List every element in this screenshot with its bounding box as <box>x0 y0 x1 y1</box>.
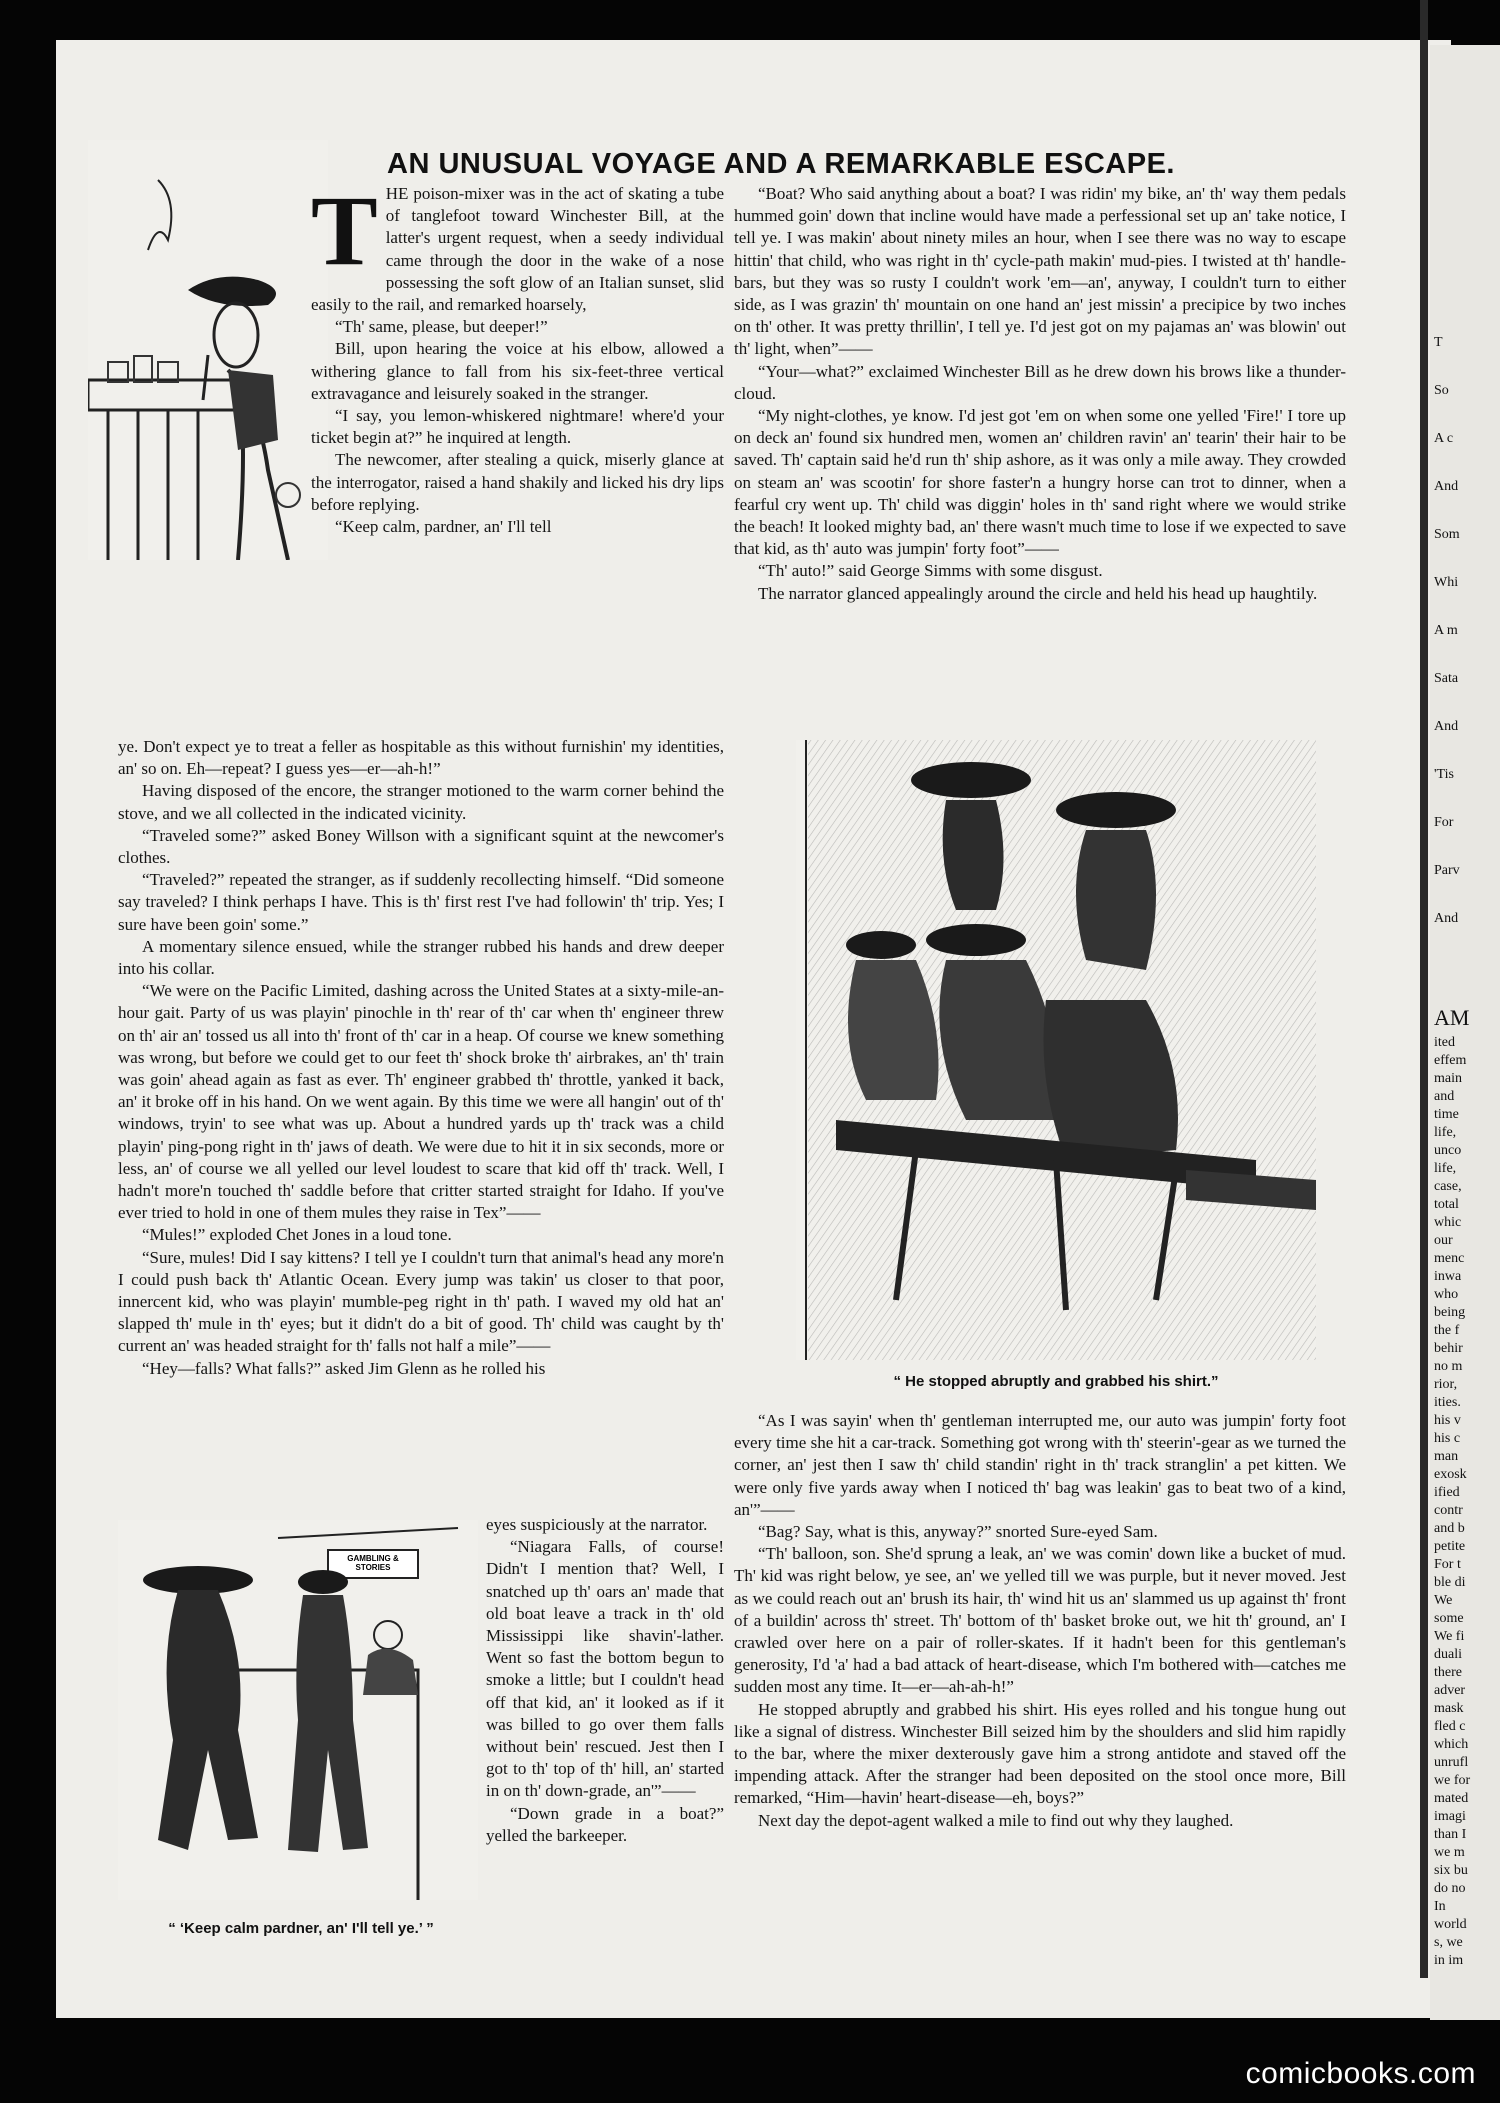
next-page-fragment: imagi <box>1434 1809 1466 1824</box>
page-spine <box>1420 0 1428 1978</box>
next-page-fragment: inwa <box>1434 1269 1462 1284</box>
paragraph: “Keep calm, pardner, an' I'll tell <box>335 517 552 537</box>
smoking-man-drawing <box>88 140 328 560</box>
paragraph: “Niagara Falls, of course! Didn't I mention that? Well, I snatched up th' oars an' made that old boat leave a track in th' old Mississippi like shavin'-lather. Went so fast the bottom begun to smoke a little; but I couldn't head off that kid, an' it looked as if it was billed to go over them falls without bein' rescued. Jest then I got to th' top of th' hill, an' started in on th' down-grade, an'”—— <box>486 1537 724 1801</box>
next-page-fragment: Parv <box>1434 863 1460 878</box>
next-page-fragment: rior, <box>1434 1377 1458 1392</box>
paragraph: “Sure, mules! Did I say kittens? I tell ye I couldn't turn that animal's head any more'n I could push back th' Atlantic Ocean. Every jump was takin' us closer to that poor, innercent kid, who was playin' mumble-peg right in th' path. I waved my old hat an' slapped th' mule in th' eyes; but it didn't do a bit of good. Th' child was caught by th' current an' was headed straight for th' falls not half a mile”—— <box>118 1247 724 1356</box>
paragraph: “Th' auto!” said George Simms with some disgust. <box>758 561 1103 581</box>
left-column-narrow-bottom <box>486 1514 724 1847</box>
paragraph: “I say, you lemon-whiskered nightmare! where'd your ticket begin at?” he inquired at length. <box>311 406 724 448</box>
next-page-fragment: ities. <box>1434 1395 1461 1410</box>
bar-scene-drawing <box>118 1520 478 1900</box>
next-page-fragment: life, <box>1434 1161 1457 1176</box>
paragraph: “Mules!” exploded Chet Jones in a loud tone. <box>142 1225 452 1245</box>
paragraph: “Traveled?” repeated the stranger, as if suddenly recollecting himself. “Did someone say traveled? I think perhaps I have. This is th' first rest I've had followin' th' trip. Yes; I sure have been goin' some.” <box>118 870 724 934</box>
next-page-fragment: ble di <box>1434 1575 1466 1590</box>
next-page-fragment: case, <box>1434 1179 1462 1194</box>
next-page-fragment: effem <box>1434 1053 1467 1068</box>
paragraph: “Down grade in a boat?” yelled the barkeeper. <box>486 1803 724 1845</box>
next-page-edge <box>1430 45 1500 2020</box>
paragraph: “My night-clothes, ye know. I'd jest got 'em on when some one yelled 'Fire!' I tore up on deck an' found six hundred men, women an' children ravin' an' tearin' their hair to be saved. Th' captain said he'd run th' ship ashore, as it was only a mile away. They crowded on steam an' was scootin' for shore faster'n a hungry horse can trot to dinner, when a fearful cry went up. Th' child was diggin' holes in th' sand right where we would strike the beach! It looked mighty bad, an' there wasn't much time to lose if we expected to save that kid, as th' auto was jumpin' forty foot”—— <box>734 406 1346 559</box>
next-page-fragment: ified <box>1434 1485 1460 1500</box>
next-page-fragment: our <box>1434 1233 1453 1248</box>
next-page-fragment: petite <box>1434 1539 1466 1554</box>
next-page-fragment: total <box>1434 1197 1459 1212</box>
next-page-fragment: life, <box>1434 1125 1457 1140</box>
next-page-fragment: s, we <box>1434 1935 1463 1950</box>
next-page-fragment: his v <box>1434 1413 1461 1428</box>
paragraph: “As I was sayin' when th' gentleman interrupted me, our auto was jumpin' forty foot every time she hit a car-track. Something got wrong with th' steerin'-gear as we turned the corner, an' jest then I saw th' child standin' right in th' track stranglin' a pet kitten. We were only five yards away when I noticed th' bag was leakin' gas to beat two of a kind, an'”—— <box>734 1411 1346 1519</box>
paragraph: “Boat? Who said anything about a boat? I was ridin' my bike, an' th' way them pedals hummed goin' down that incline would have made a perfessional set up an' take notice, I tell ye. I was makin' about ninety miles an hour, when I see there was no way to escape hittin' that child, who was right in th' cycle-path makin' mud-pies. I twisted at th' handle-bars, but they was so rusty I couldn't work 'em—an', anyway, I couldn't turn to either side, as I was grazin' th' mountain on one hand an' jest missin' a precipice by two inches on th' other. It was pretty thrillin', I tell ye. I'd jest got on my pajamas an' was blowin' out th' light, when”—— <box>734 184 1346 359</box>
next-page-fragment: which <box>1434 1737 1469 1752</box>
paragraph: The narrator glanced appealingly around the circle and held his head up haughtily. <box>758 583 1318 603</box>
next-page-fragment: For t <box>1434 1557 1461 1572</box>
next-page-fragment: Whi <box>1434 575 1459 590</box>
next-page-fragment: We <box>1434 1593 1453 1608</box>
paragraph: “Bag? Say, what is this, anyway?” snorted Sure-eyed Sam. <box>758 1522 1158 1542</box>
paragraph: Bill, upon hearing the voice at his elbow, allowed a withering glance to fall from his six-feet-three vertical extravagance and leisurely soaked in the stranger. <box>311 339 724 403</box>
card-players-drawing <box>796 740 1316 1360</box>
paragraph: Having disposed of the encore, the stranger motioned to the warm corner behind the stove, and we all collected in the indicated vicinity. <box>118 781 724 823</box>
next-page-fragment: and <box>1434 1089 1455 1104</box>
next-page-fragment: adver <box>1434 1683 1466 1698</box>
next-page-fragment: exosk <box>1434 1467 1467 1482</box>
middle-right-caption: “ He stopped abruptly and grabbed his shirt.” <box>893 1373 1219 1390</box>
next-page-fragment: A c <box>1434 431 1454 446</box>
next-page-fragment: we m <box>1434 1845 1465 1860</box>
paragraph: “Th' balloon, son. She'd sprung a leak, an' we was comin' down like a bucket of mud. Th' kid was right below, ye see, an' we yelled till we was purple, but it never moved. Jest as we could reach out an' brush its hair, th' wind hit us an' slammed us up against th' front of a buildin' across th' street. Th' bottom of th' basket broke out, we hit th' ground, an' I crawled over here on a pair of roller-skates. If it hadn't been for this gentleman's generosity, I'd 'a' had a bad attack of heart-disease, which I'm bothered with—catches me sudden most any time. It—er—ah-ah-h!” <box>734 1544 1346 1697</box>
next-page-fragment: And <box>1434 479 1459 494</box>
next-page-fragment: duali <box>1434 1647 1462 1662</box>
next-page-fragment: mated <box>1434 1791 1469 1806</box>
paragraph: ye. Don't expect ye to treat a feller as hospitable as this without furnishin' my identities, an' so on. Eh—repeat? I guess yes—er—ah-h!” <box>118 737 724 779</box>
next-page-fragment: We fi <box>1434 1629 1465 1644</box>
next-page-fragment: there <box>1434 1665 1462 1680</box>
next-page-fragment: world <box>1434 1917 1467 1932</box>
next-page-fragment: Sata <box>1434 671 1459 686</box>
paragraph: “We were on the Pacific Limited, dashing across the United States at a sixty-mile-an-hour gait. Party of us was playin' pinochle in th' rear of th' car when th' engineer threw on th' air an' tossed us all into th' front of th' car in a heap. Of course we knew something was wrong, but before we could get to our feet th' shock broke th' airbrakes, an' th' train was goin' ahead again as fast as ever. Th' engineer grabbed th' throttle, yanked it back, an' it broke off in his hand. On we went again. By this time we were all hangin' out of th' windows, tryin' to see what was up. About a hundred yards up th' track was a child playin' ping-pong right in th' jaws of death. We were due to hit it in six seconds, more or less, an' of course we all yelled our level loudest to scare that kid off th' track. Well, I hadn't more'n touched th' saddle before that critter started straight for Idaho. If you've ever tried to hold in one of them mules they raise in Tex”—— <box>118 981 724 1223</box>
paragraph: The newcomer, after stealing a quick, miserly glance at the interrogator, raised a hand shakily and licked his dry lips before replying. <box>311 450 724 514</box>
next-page-fragment: we for <box>1434 1773 1471 1788</box>
next-page-fragment: Som <box>1434 527 1460 542</box>
next-page-fragment: mask <box>1434 1701 1464 1716</box>
next-page-fragment: And <box>1434 719 1459 734</box>
right-column-top <box>734 183 1346 605</box>
next-page-fragment: who <box>1434 1287 1459 1302</box>
next-page-fragment: In <box>1434 1899 1446 1914</box>
next-page-fragment: menc <box>1434 1251 1465 1266</box>
paragraph: “Th' same, please, but deeper!” <box>335 317 548 337</box>
next-page-fragment: no m <box>1434 1359 1463 1374</box>
next-page-fragment: AM <box>1434 1005 1470 1030</box>
next-page-fragment: six bu <box>1434 1863 1468 1878</box>
watermark: comicbooks.com <box>1245 2057 1476 2090</box>
bar-scene-illustration <box>118 1520 478 1900</box>
next-page-fragment: unco <box>1434 1143 1462 1158</box>
next-page-fragment: So <box>1434 383 1449 398</box>
next-page-fragment: in im <box>1434 1953 1464 1968</box>
gambling-sign: GAMBLING & STORIES <box>347 1554 399 1572</box>
next-page-fragment: do no <box>1434 1881 1466 1896</box>
right-column-bottom <box>734 1410 1346 1832</box>
next-page-fragment: whic <box>1434 1215 1462 1230</box>
next-page-fragment: main <box>1434 1071 1462 1086</box>
paragraph: He stopped abruptly and grabbed his shirt. His eyes rolled and his tongue hung out like a signal of distress. Winchester Bill seized him by the shoulders and slid him rapidly to the bar, where the mixer dexterously gave him a strong antidote and staved off the impending attack. After the stranger had been deposited on the stool once more, Bill remarked, “Him—havin' heart-disease—eh, boys?” <box>734 1699 1346 1808</box>
next-page-fragment: A m <box>1434 623 1458 638</box>
paragraph: eyes suspiciously at the narrator. <box>486 1515 708 1534</box>
next-page-fragment: T <box>1434 335 1443 350</box>
next-page-fragment: time <box>1434 1107 1459 1122</box>
bottom-left-caption: “ ‘Keep calm pardner, an' I'll tell ye.’ ” <box>168 1920 434 1937</box>
next-page-fragment: his c <box>1434 1431 1461 1446</box>
next-page-fragment: behir <box>1434 1341 1463 1356</box>
paragraph: “Your—what?” exclaimed Winchester Bill as he drew down his brows like a thunder-cloud. <box>734 361 1346 403</box>
next-page-fragment: unrufl <box>1434 1755 1469 1770</box>
left-column-narrow-top <box>311 175 724 538</box>
next-page-fragment: being <box>1434 1305 1466 1320</box>
next-page-fragment: fled c <box>1434 1719 1466 1734</box>
next-page-fragment: And <box>1434 911 1459 926</box>
left-column-full <box>118 736 724 1380</box>
man-at-bar-illustration <box>88 140 328 560</box>
next-page-fragment: the f <box>1434 1323 1460 1338</box>
card-players-illustration <box>796 740 1316 1360</box>
next-page-fragment: some <box>1434 1611 1464 1626</box>
intro-paragraph: HE poison-mixer was in the act of skating a tube of tanglefoot toward Winchester Bill, at the latter's urgent request, when a seedy individual came through the door in the wake of a nose possessing the soft glow of an Italian sunset, slid easily to the rail, and remarked hoarsely, <box>311 184 724 315</box>
next-page-fragment: and b <box>1434 1521 1465 1536</box>
next-page-fragment: contr <box>1434 1503 1463 1518</box>
story-title: AN UNUSUAL VOYAGE AND A REMARKABLE ESCAPE. <box>387 148 1175 180</box>
next-page-fragment: ited <box>1434 1035 1455 1050</box>
next-page-fragment: than I <box>1434 1827 1467 1842</box>
paragraph: Next day the depot-agent walked a mile to find out why they laughed. <box>758 1810 1234 1830</box>
paragraph: A momentary silence ensued, while the stranger rubbed his hands and drew deeper into his collar. <box>118 936 724 979</box>
paragraph: “Traveled some?” asked Boney Willson with a significant squint at the newcomer's clothes. <box>118 825 724 868</box>
next-page-fragment: 'Tis <box>1434 767 1454 782</box>
paragraph: “Hey—falls? What falls?” asked Jim Glenn as he rolled his <box>142 1358 546 1378</box>
drop-cap: T <box>311 175 378 286</box>
next-page-fragment: For <box>1434 815 1454 830</box>
next-page-fragment: man <box>1434 1449 1459 1464</box>
